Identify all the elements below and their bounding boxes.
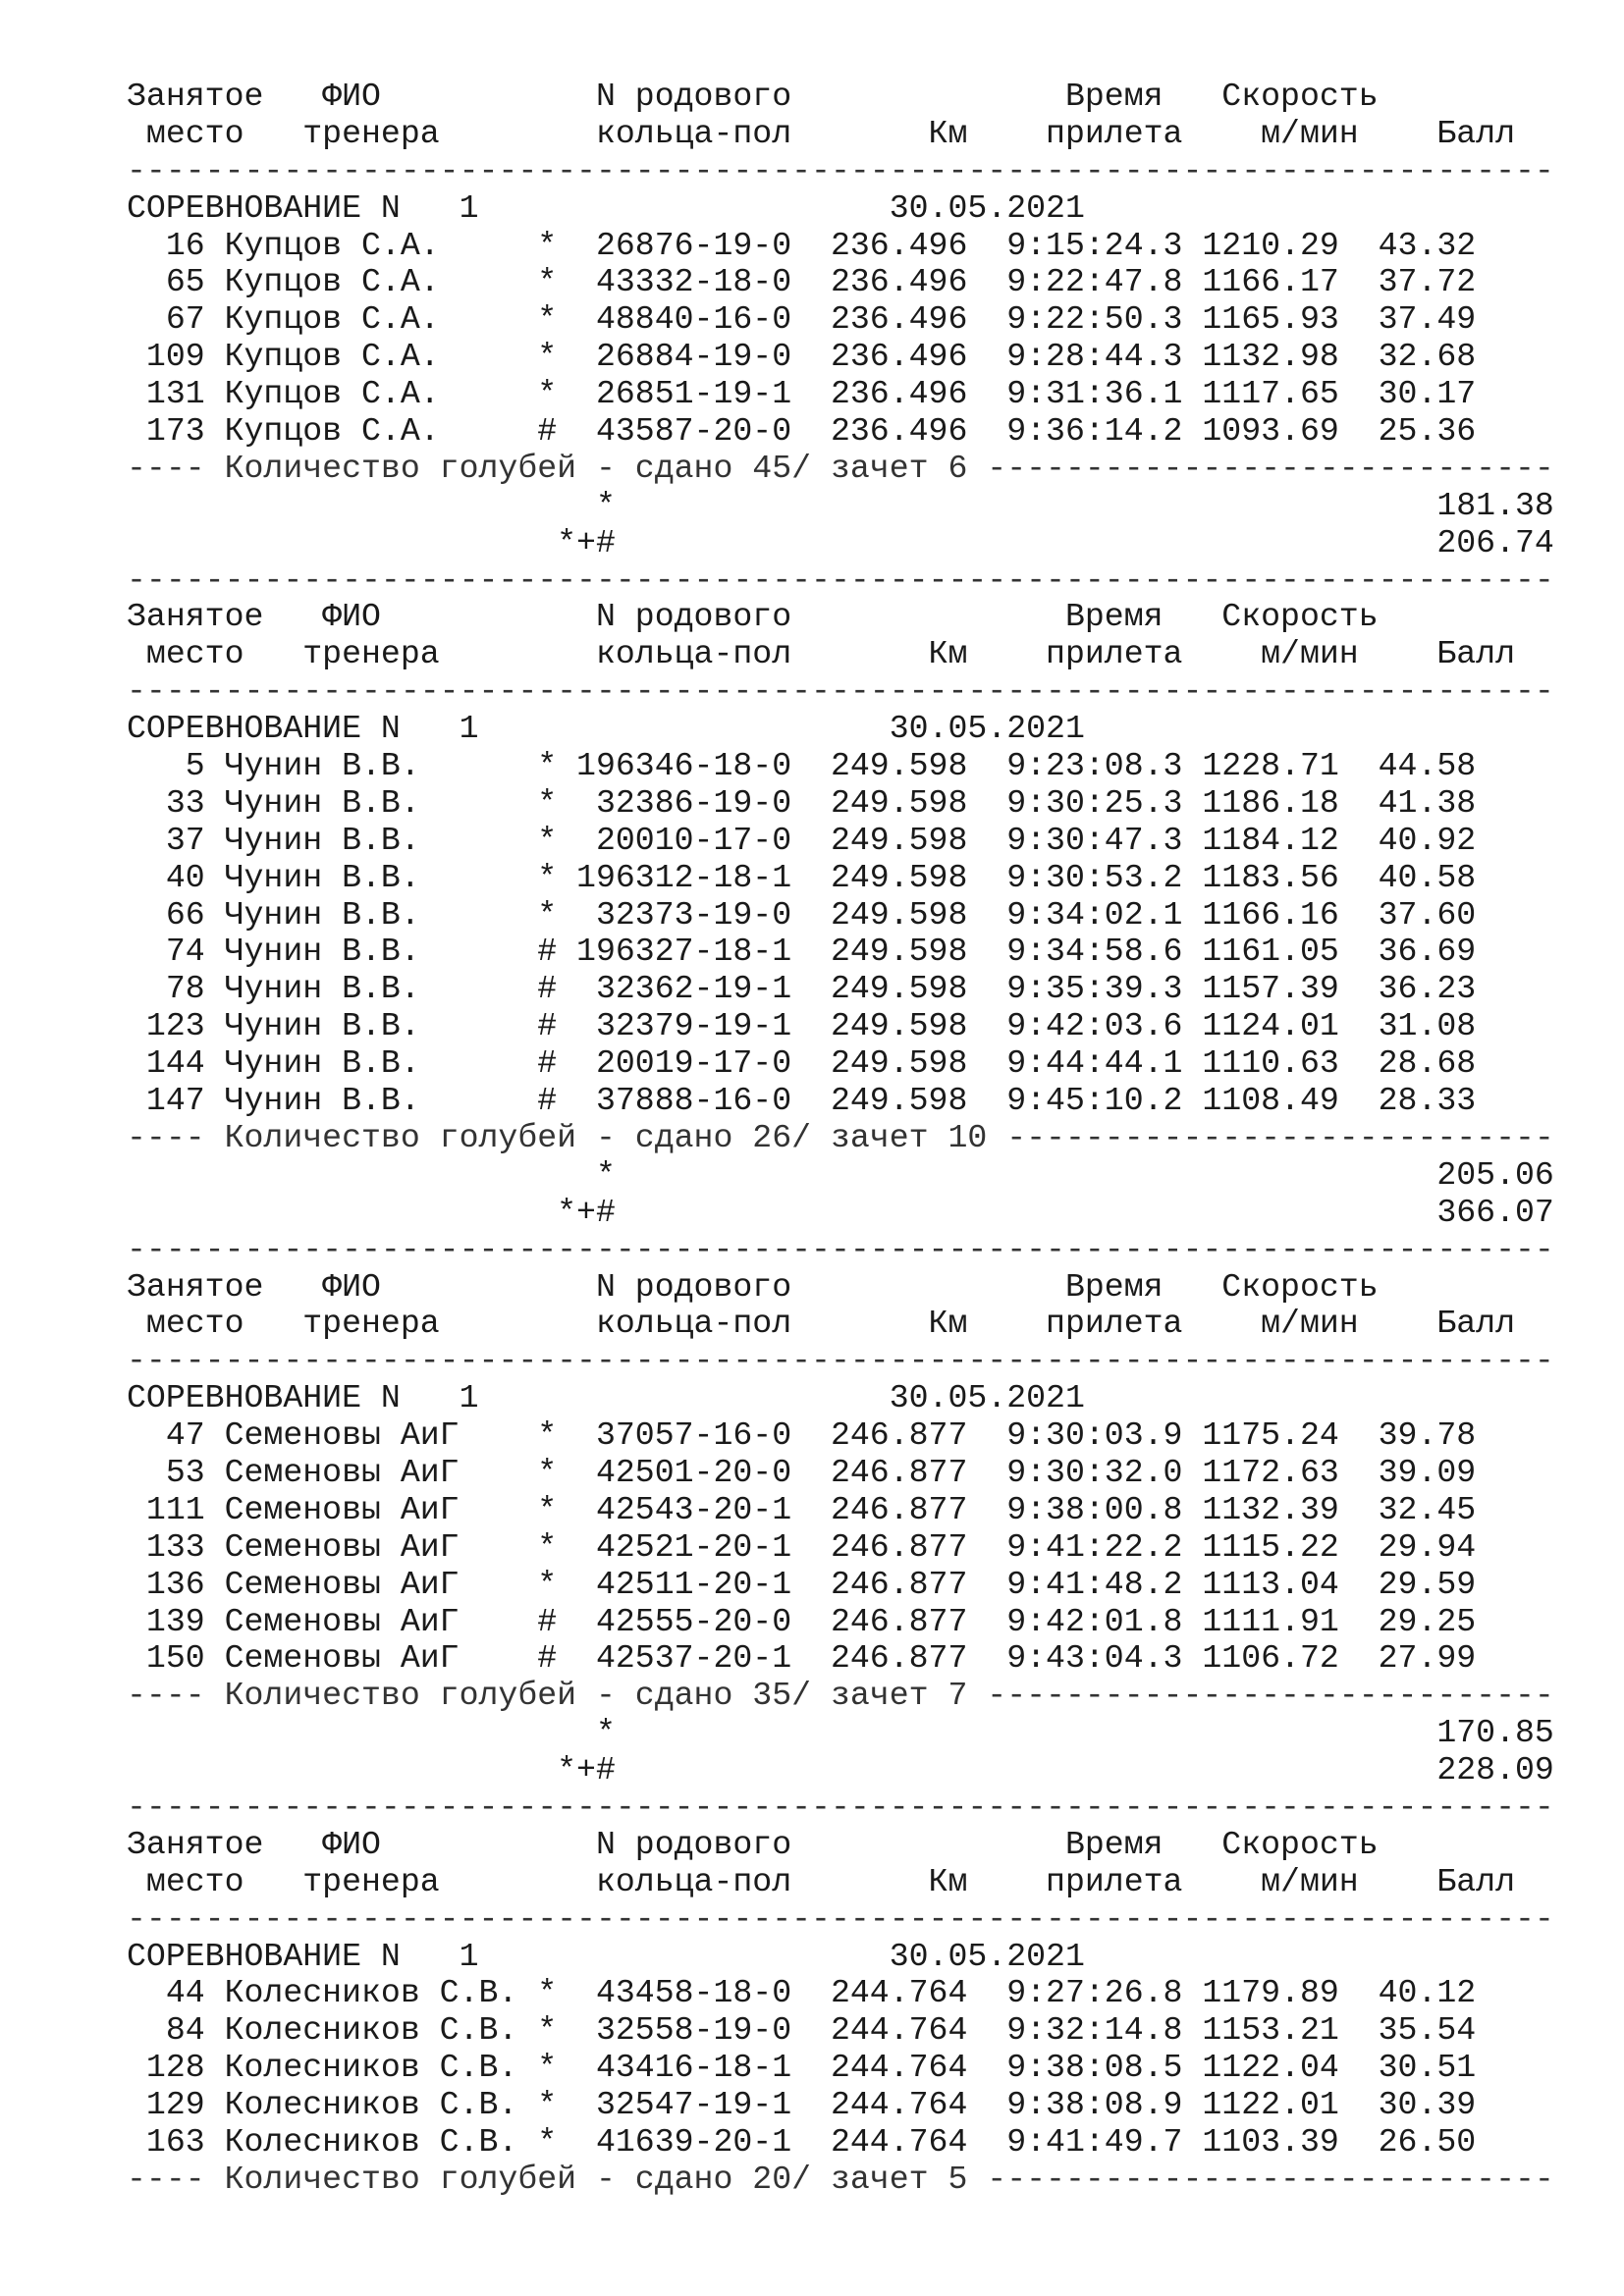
separator-line: ------------------------------------------------------------------------- — [127, 1342, 1554, 1380]
result-row: 139 Семеновы АиГ # 42555-20-0 246.877 9:42:01.8 1111.91 29.25 — [127, 1602, 1477, 1640]
result-row: 37 Чунин В.В. * 20010-17-0 249.598 9:30:47.3 1184.12 40.92 — [127, 821, 1477, 859]
header-line-1: Занятое ФИО N родового Время Скорость — [127, 1825, 1379, 1863]
total-all-line: *+# 366.07 — [127, 1193, 1554, 1231]
result-row: 111 Семеновы АиГ * 42543-20-1 246.877 9:38:00.8 1132.39 32.45 — [127, 1490, 1477, 1528]
result-row: 128 Колесников С.В. * 43416-18-1 244.764 9:38:08.5 1122.04 30.51 — [127, 2049, 1477, 2087]
count-line: ---- Количество голубей - сдано 26/ зачет 10 ---------------------------- — [127, 1118, 1554, 1156]
result-row: 150 Семеновы АиГ # 42537-20-1 246.877 9:43:04.3 1106.72 27.99 — [127, 1639, 1477, 1678]
header-line-2: место тренера кольца-пол Км прилета м/мин Балл — [127, 1862, 1516, 1900]
count-line: ---- Количество голубей - сдано 20/ зачет 5 ----------------------------- — [127, 2160, 1554, 2198]
header-line-2: место тренера кольца-пол Км прилета м/мин Балл — [127, 635, 1516, 673]
separator-line: ------------------------------------------------------------------------- — [127, 561, 1554, 599]
result-row: 129 Колесников С.В. * 32547-19-1 244.764 9:38:08.9 1122.01 30.39 — [127, 2086, 1477, 2124]
separator-line: ------------------------------------------------------------------------- — [127, 672, 1554, 711]
separator-line: ------------------------------------------------------------------------- — [127, 1230, 1554, 1268]
total-all-line: *+# 228.09 — [127, 1751, 1554, 1789]
result-row: 147 Чунин В.В. # 37888-16-0 249.598 9:45:10.2 1108.49 28.33 — [127, 1082, 1477, 1120]
result-row: 16 Купцов С.А. * 26876-19-0 236.496 9:15:24.3 1210.29 43.32 — [127, 226, 1477, 264]
header-line-1: Занятое ФИО N родового Время Скорость — [127, 78, 1379, 115]
count-line: ---- Количество голубей - сдано 35/ зачет 7 ----------------------------- — [127, 1677, 1554, 1715]
result-row: 109 Купцов С.А. * 26884-19-0 236.496 9:28:44.3 1132.98 32.68 — [127, 338, 1477, 376]
result-row: 78 Чунин В.В. # 32362-19-1 249.598 9:35:39.3 1157.39 36.23 — [127, 970, 1477, 1008]
total-all-line: *+# 206.74 — [127, 523, 1554, 561]
result-row: 53 Семеновы АиГ * 42501-20-0 246.877 9:30:32.0 1172.63 39.09 — [127, 1453, 1477, 1491]
result-row: 47 Семеновы АиГ * 37057-16-0 246.877 9:30:03.9 1175.24 39.78 — [127, 1416, 1477, 1455]
header-line-2: место тренера кольца-пол Км прилета м/мин Балл — [127, 114, 1516, 152]
result-row: 133 Семеновы АиГ * 42521-20-1 246.877 9:41:22.2 1115.22 29.94 — [127, 1527, 1477, 1566]
result-row: 33 Чунин В.В. * 32386-19-0 249.598 9:30:25.3 1186.18 41.38 — [127, 783, 1477, 822]
result-row: 5 Чунин В.В. * 196346-18-0 249.598 9:23:08.3 1228.71 44.58 — [127, 747, 1477, 785]
separator-line: ------------------------------------------------------------------------- — [127, 1788, 1554, 1826]
count-line: ---- Количество голубей - сдано 45/ зачет 6 ----------------------------- — [127, 449, 1554, 487]
competition-line: СОРЕВНОВАНИЕ N 1 30.05.2021 — [127, 710, 1085, 748]
result-row: 136 Семеновы АиГ * 42511-20-1 246.877 9:41:48.2 1113.04 29.59 — [127, 1565, 1477, 1603]
separator-line: ------------------------------------------------------------------------- — [127, 1899, 1554, 1938]
total-star-line: * 170.85 — [127, 1714, 1554, 1752]
result-row: 123 Чунин В.В. # 32379-19-1 249.598 9:42:03.6 1124.01 31.08 — [127, 1007, 1477, 1045]
result-row: 40 Чунин В.В. * 196312-18-1 249.598 9:30:53.2 1183.56 40.58 — [127, 858, 1477, 896]
header-line-1: Занятое ФИО N родового Время Скорость — [127, 1267, 1379, 1306]
competition-line: СОРЕВНОВАНИЕ N 1 30.05.2021 — [127, 1379, 1085, 1417]
result-row: 65 Купцов С.А. * 43332-18-0 236.496 9:22:47.8 1166.17 37.72 — [127, 263, 1477, 301]
result-row: 66 Чунин В.В. * 32373-19-0 249.598 9:34:02.1 1166.16 37.60 — [127, 895, 1477, 934]
result-row: 84 Колесников С.В. * 32558-19-0 244.764 9:32:14.8 1153.21 35.54 — [127, 2011, 1477, 2050]
separator-line: ------------------------------------------------------------------------- — [127, 151, 1554, 189]
header-line-2: место тренера кольца-пол Км прилета м/мин Балл — [127, 1305, 1516, 1343]
total-star-line: * 181.38 — [127, 486, 1554, 524]
result-row: 74 Чунин В.В. # 196327-18-1 249.598 9:34:58.6 1161.05 36.69 — [127, 933, 1477, 971]
competition-line: СОРЕВНОВАНИЕ N 1 30.05.2021 — [127, 188, 1085, 227]
result-row: 44 Колесников С.В. * 43458-18-0 244.764 9:27:26.8 1179.89 40.12 — [127, 1974, 1477, 2012]
competition-line: СОРЕВНОВАНИЕ N 1 30.05.2021 — [127, 1937, 1085, 1975]
result-row: 144 Чунин В.В. # 20019-17-0 249.598 9:44:44.1 1110.63 28.68 — [127, 1044, 1477, 1083]
total-star-line: * 205.06 — [127, 1155, 1554, 1194]
result-row: 67 Купцов С.А. * 48840-16-0 236.496 9:22:50.3 1165.93 37.49 — [127, 300, 1477, 339]
result-row: 173 Купцов С.А. # 43587-20-0 236.496 9:36:14.2 1093.69 25.36 — [127, 412, 1477, 451]
header-line-1: Занятое ФИО N родового Время Скорость — [127, 598, 1379, 636]
result-row: 163 Колесников С.В. * 41639-20-1 244.764 9:41:49.7 1103.39 26.50 — [127, 2122, 1477, 2161]
result-row: 131 Купцов С.А. * 26851-19-1 236.496 9:31:36.1 1117.65 30.17 — [127, 375, 1477, 413]
results-document — [127, 79, 1554, 2199]
